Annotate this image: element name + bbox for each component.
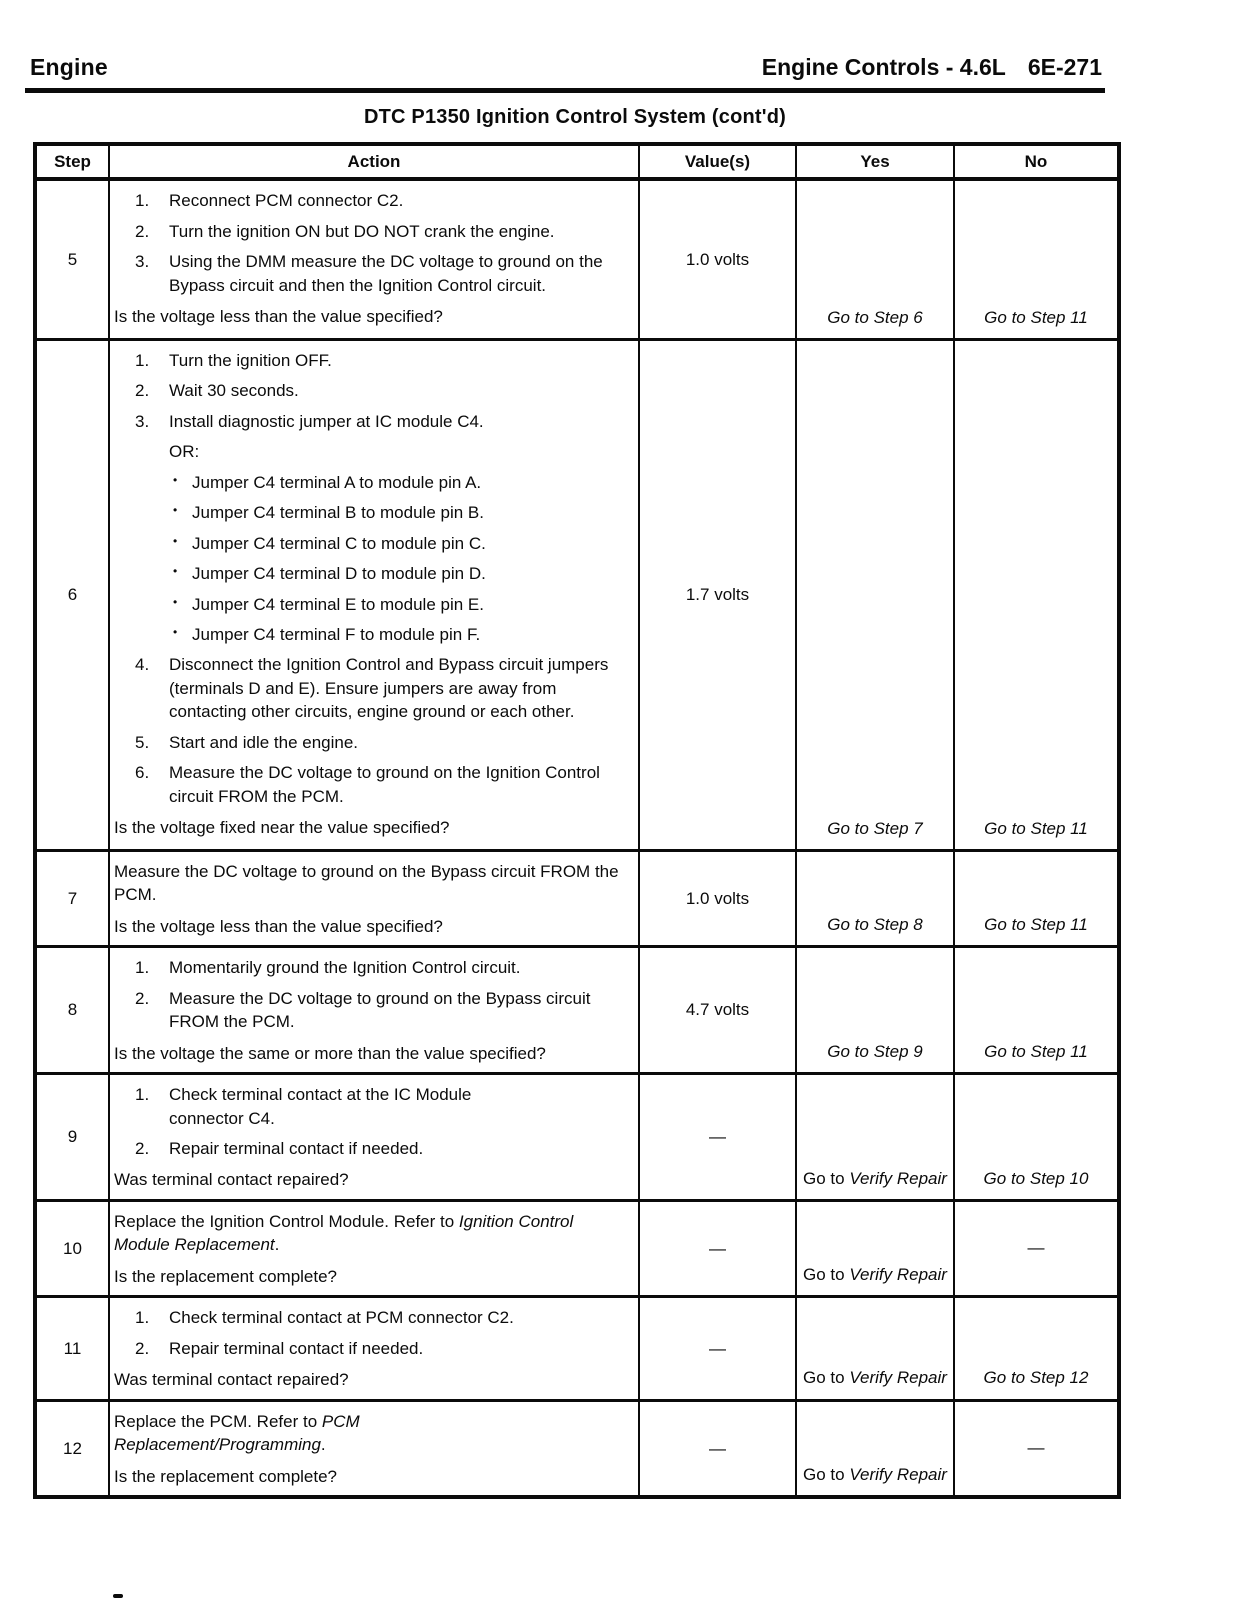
item-text bbox=[192, 503, 484, 522]
value-text: — bbox=[709, 1338, 726, 1358]
step-cell bbox=[35, 850, 109, 946]
action-cell bbox=[109, 1400, 639, 1497]
table-row bbox=[35, 1400, 1119, 1497]
item-text bbox=[169, 1085, 471, 1127]
text-segment: Using the DMM measure the DC voltage to ground on the Bypass circuit and then the Ignition Control circuit. bbox=[169, 252, 603, 295]
text-segment: Is the replacement complete? bbox=[114, 1466, 338, 1486]
action-item bbox=[113, 623, 632, 646]
text-segment: Disconnect the Ignition Control and Bypass circuit jumpers (terminals D and E). Ensure jumpers are away from contacting other circuits, engine ground or each other. bbox=[169, 655, 609, 722]
bullet-icon: • bbox=[173, 594, 178, 609]
item-text bbox=[169, 412, 484, 431]
step-cell bbox=[35, 179, 109, 339]
text-segment: Go to Step 6 bbox=[827, 307, 923, 327]
yes-cell bbox=[796, 1400, 954, 1497]
action-question bbox=[113, 915, 632, 938]
action-cell bbox=[109, 339, 639, 850]
value-text: — bbox=[709, 1238, 726, 1258]
action-cell bbox=[109, 1200, 639, 1296]
text-segment: Go to Step 11 bbox=[984, 818, 1088, 838]
item-text bbox=[169, 1339, 423, 1358]
item-number: 2. bbox=[135, 381, 150, 401]
action-question bbox=[113, 305, 632, 328]
bullet-icon: • bbox=[173, 472, 178, 487]
text-segment: Is the voltage less than the value specified? bbox=[114, 307, 443, 327]
step-cell bbox=[35, 339, 109, 850]
value-text: 4.7 volts bbox=[685, 1000, 750, 1020]
text-segment: Go to Step 12 bbox=[983, 1368, 1089, 1388]
text-segment: Reconnect PCM connector C2. bbox=[169, 191, 404, 211]
text-segment: Replacement/Programming bbox=[114, 1435, 321, 1455]
item-number: 1. bbox=[135, 1085, 150, 1105]
text-segment: Measure the DC voltage to ground on the Ignition Control circuit FROM the PCM. bbox=[169, 763, 600, 806]
action-paragraph bbox=[113, 1410, 632, 1457]
action-question bbox=[113, 1368, 632, 1391]
value-cell bbox=[639, 1074, 796, 1201]
text-segment: Check terminal contact at PCM connector C2. bbox=[169, 1308, 514, 1328]
header-section-right bbox=[762, 54, 1102, 81]
item-text bbox=[169, 351, 332, 370]
action-item bbox=[113, 471, 632, 494]
step-cell bbox=[35, 1074, 109, 1201]
text-segment: Go to Step 11 bbox=[984, 1041, 1088, 1061]
running-header bbox=[30, 54, 1102, 81]
item-text bbox=[169, 958, 521, 977]
table-row bbox=[35, 947, 1119, 1074]
text-segment: Jumper C4 terminal D to module pin D. bbox=[192, 564, 486, 584]
step-number: 6 bbox=[67, 585, 78, 605]
text-segment: — bbox=[1027, 1438, 1045, 1458]
value-cell bbox=[639, 947, 796, 1074]
step-number: 11 bbox=[63, 1338, 82, 1358]
item-number: 5. bbox=[135, 732, 150, 752]
no-cell bbox=[954, 947, 1119, 1074]
action-item bbox=[113, 440, 632, 463]
item-number: 1. bbox=[135, 1308, 150, 1328]
no-cell bbox=[954, 1297, 1119, 1400]
item-text bbox=[169, 989, 590, 1031]
text-segment: Jumper C4 terminal C to module pin C. bbox=[192, 533, 486, 553]
text-segment: Is the replacement complete? bbox=[114, 1266, 338, 1286]
yes-cell bbox=[796, 1297, 954, 1400]
item-number: 6. bbox=[135, 763, 150, 783]
action-cell bbox=[109, 947, 639, 1074]
text-segment: Go to bbox=[803, 1264, 850, 1284]
text-segment: . bbox=[274, 1235, 280, 1255]
step-number: 7 bbox=[67, 888, 78, 908]
value-cell bbox=[639, 1400, 796, 1497]
dtc-table-body bbox=[35, 179, 1119, 1497]
text-segment: Measure the DC voltage to ground on the Bypass circuit FROM the PCM. bbox=[114, 861, 619, 905]
item-number: 2. bbox=[135, 988, 150, 1008]
item-text bbox=[169, 442, 199, 461]
bullet-icon: • bbox=[173, 533, 178, 548]
item-number: 1. bbox=[135, 191, 150, 211]
action-cell bbox=[109, 1074, 639, 1201]
action-item bbox=[113, 220, 632, 243]
item-text bbox=[169, 655, 608, 721]
value-cell bbox=[639, 1297, 796, 1400]
table-row bbox=[35, 1297, 1119, 1400]
yes-cell bbox=[796, 1074, 954, 1201]
text-segment: Wait 30 seconds. bbox=[169, 381, 299, 401]
action-item bbox=[113, 349, 632, 372]
action-item bbox=[113, 562, 632, 585]
item-text bbox=[169, 252, 603, 294]
step-number: 8 bbox=[67, 1000, 78, 1020]
step-cell bbox=[35, 1400, 109, 1497]
table-row bbox=[35, 179, 1119, 339]
step-cell bbox=[35, 947, 109, 1074]
item-text bbox=[192, 595, 484, 614]
text-segment: Replace the Ignition Control Module. Refer to bbox=[114, 1211, 459, 1231]
action-paragraph bbox=[113, 860, 632, 907]
action-item bbox=[113, 250, 632, 297]
table-header-row bbox=[35, 144, 1119, 179]
item-text bbox=[169, 222, 555, 241]
no-cell bbox=[954, 1400, 1119, 1497]
value-text: — bbox=[709, 1438, 726, 1458]
item-number: 2. bbox=[135, 1338, 150, 1358]
action-item bbox=[113, 1306, 632, 1329]
step-number: 12 bbox=[63, 1438, 82, 1458]
yes-cell bbox=[796, 1200, 954, 1296]
item-text bbox=[169, 1308, 514, 1327]
value-cell bbox=[639, 1200, 796, 1296]
item-text bbox=[169, 191, 403, 210]
text-segment: Repair terminal contact if needed. bbox=[169, 1338, 424, 1358]
text-segment: Jumper C4 terminal A to module pin A. bbox=[192, 472, 482, 492]
action-item bbox=[113, 1337, 632, 1360]
item-text bbox=[192, 564, 486, 583]
table-row bbox=[35, 1074, 1119, 1201]
action-item bbox=[113, 189, 632, 212]
text-segment: Go to bbox=[803, 1464, 850, 1484]
scan-artifact-dot bbox=[113, 1594, 123, 1598]
text-segment: Jumper C4 terminal F to module pin F. bbox=[192, 625, 481, 645]
bullet-icon: • bbox=[173, 625, 178, 640]
no-cell bbox=[954, 1200, 1119, 1296]
action-item bbox=[113, 379, 632, 402]
text-segment: connector C4. bbox=[169, 1108, 275, 1128]
header-page-number: 6E-271 bbox=[1027, 54, 1102, 80]
no-cell bbox=[954, 339, 1119, 850]
value-cell bbox=[639, 339, 796, 850]
text-segment: Was terminal contact repaired? bbox=[114, 1370, 349, 1390]
action-cell bbox=[109, 179, 639, 339]
action-item bbox=[113, 593, 632, 616]
action-item bbox=[113, 1083, 632, 1130]
table-row bbox=[35, 339, 1119, 850]
text-segment: Go to bbox=[803, 1368, 850, 1388]
text-segment: PCM bbox=[321, 1411, 360, 1431]
item-number: 2. bbox=[135, 221, 150, 241]
text-segment: Is the voltage the same or more than the value specified? bbox=[114, 1043, 546, 1063]
step-cell bbox=[35, 1200, 109, 1296]
header-section-left: Engine bbox=[30, 54, 108, 80]
action-question bbox=[113, 1265, 632, 1288]
action-item bbox=[113, 1137, 632, 1160]
item-text bbox=[169, 1139, 423, 1158]
action-item bbox=[113, 653, 632, 723]
action-cell bbox=[109, 850, 639, 946]
item-text bbox=[169, 763, 600, 805]
text-segment: Go to Step 9 bbox=[827, 1041, 923, 1061]
action-item bbox=[113, 410, 632, 433]
page-title: DTC P1350 Ignition Control System (cont'd) bbox=[363, 106, 787, 128]
value-cell bbox=[639, 850, 796, 946]
no-cell bbox=[954, 179, 1119, 339]
no-cell bbox=[954, 1074, 1119, 1201]
text-segment: Measure the DC voltage to ground on the Bypass circuit FROM the PCM. bbox=[169, 988, 591, 1032]
text-segment: Verify Repair bbox=[849, 1464, 947, 1484]
text-segment: . bbox=[320, 1435, 326, 1455]
text-segment: Was terminal contact repaired? bbox=[114, 1170, 349, 1190]
action-question bbox=[113, 1168, 632, 1191]
action-cell bbox=[109, 1297, 639, 1400]
item-number: 3. bbox=[135, 252, 150, 272]
step-number: 9 bbox=[67, 1127, 78, 1147]
text-segment: Go to Step 11 bbox=[984, 307, 1088, 327]
text-segment: Is the voltage fixed near the value specified? bbox=[114, 818, 450, 838]
item-number: 1. bbox=[135, 350, 150, 370]
text-segment: Go to Step 8 bbox=[827, 914, 923, 934]
bullet-icon: • bbox=[173, 564, 178, 579]
text-segment: Replace the PCM. Refer to bbox=[114, 1411, 322, 1431]
item-number: 1. bbox=[135, 958, 150, 978]
table-row bbox=[35, 1200, 1119, 1296]
table-row bbox=[35, 850, 1119, 946]
text-segment: Verify Repair bbox=[849, 1264, 947, 1284]
item-text bbox=[192, 625, 480, 644]
text-segment: Turn the ignition ON but DO NOT crank the engine. bbox=[169, 221, 555, 241]
action-paragraph bbox=[113, 1210, 632, 1257]
text-segment: Check terminal contact at the IC Module bbox=[169, 1085, 472, 1105]
action-question bbox=[113, 816, 632, 839]
value-cell bbox=[639, 179, 796, 339]
item-text bbox=[169, 733, 358, 752]
text-segment: — bbox=[1027, 1238, 1045, 1258]
step-number: 10 bbox=[63, 1238, 82, 1258]
text-segment: Turn the ignition OFF. bbox=[169, 350, 332, 370]
dtc-diagnostic-table bbox=[33, 142, 1121, 1499]
action-item bbox=[113, 956, 632, 979]
text-segment: Jumper C4 terminal B to module pin B. bbox=[192, 503, 484, 523]
action-item bbox=[113, 532, 632, 555]
col-header-action: Action bbox=[109, 144, 639, 179]
text-segment: Go to bbox=[803, 1168, 850, 1188]
value-text: 1.0 volts bbox=[685, 888, 750, 908]
value-text: 1.7 volts bbox=[685, 585, 750, 605]
text-segment: Go to Step 10 bbox=[983, 1168, 1089, 1188]
no-cell bbox=[954, 850, 1119, 946]
text-segment: Repair terminal contact if needed. bbox=[169, 1139, 424, 1159]
yes-cell bbox=[796, 339, 954, 850]
text-segment: Ignition Control Module Replacement bbox=[114, 1211, 574, 1255]
step-cell bbox=[35, 1297, 109, 1400]
action-question bbox=[113, 1465, 632, 1488]
text-segment: Verify Repair bbox=[849, 1168, 947, 1188]
text-segment: Start and idle the engine. bbox=[169, 732, 359, 752]
item-text bbox=[192, 534, 486, 553]
text-segment: Jumper C4 terminal E to module pin E. bbox=[192, 594, 484, 614]
header-chapter-title: Engine Controls - 4.6L bbox=[761, 54, 1006, 80]
text-segment: Go to Step 7 bbox=[827, 818, 923, 838]
text-segment: Go to Step 11 bbox=[984, 914, 1088, 934]
col-header-yes: Yes bbox=[796, 144, 954, 179]
action-question bbox=[113, 1042, 632, 1065]
col-header-no: No bbox=[954, 144, 1119, 179]
yes-cell bbox=[796, 850, 954, 946]
text-segment: Verify Repair bbox=[849, 1368, 947, 1388]
value-text: — bbox=[709, 1127, 726, 1147]
bullet-icon: • bbox=[173, 503, 178, 518]
text-segment: Is the voltage less than the value specified? bbox=[114, 916, 443, 936]
item-text bbox=[192, 473, 481, 492]
text-segment: Install diagnostic jumper at IC module C4. bbox=[169, 411, 484, 431]
item-number: 2. bbox=[135, 1139, 150, 1159]
action-item bbox=[113, 501, 632, 524]
yes-cell bbox=[796, 947, 954, 1074]
action-item bbox=[113, 987, 632, 1034]
step-number: 5 bbox=[67, 249, 78, 269]
header-rule bbox=[25, 88, 1105, 93]
text-segment: OR: bbox=[169, 442, 200, 462]
item-number: 4. bbox=[135, 655, 150, 675]
action-item bbox=[113, 731, 632, 754]
col-header-step: Step bbox=[35, 144, 109, 179]
item-number: 3. bbox=[135, 411, 150, 431]
col-header-values: Value(s) bbox=[639, 144, 796, 179]
value-text: 1.0 volts bbox=[685, 249, 750, 269]
item-text bbox=[169, 381, 299, 400]
yes-cell bbox=[796, 179, 954, 339]
action-item bbox=[113, 761, 632, 808]
text-segment: Momentarily ground the Ignition Control circuit. bbox=[169, 958, 521, 978]
